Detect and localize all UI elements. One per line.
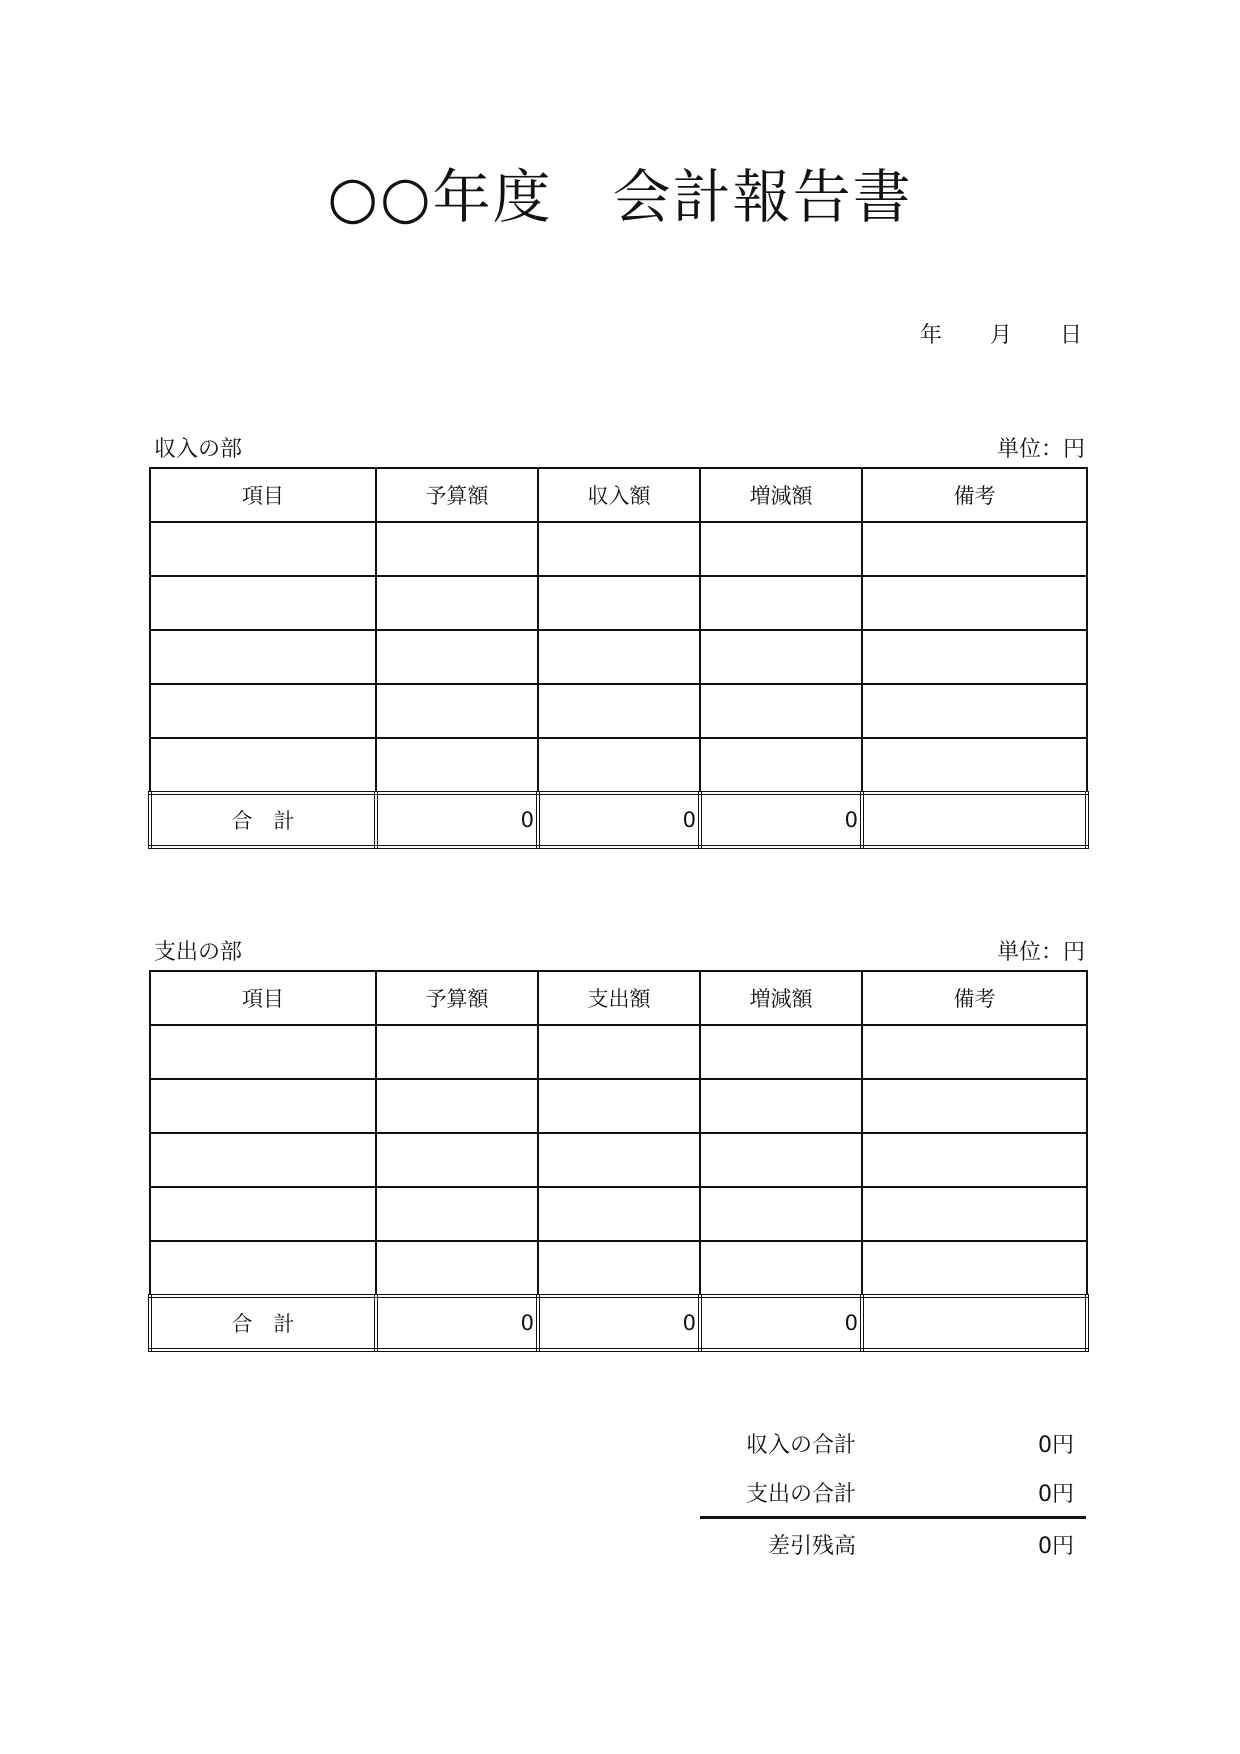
table-cell[interactable] <box>862 1241 1087 1296</box>
table-cell[interactable] <box>700 1133 862 1187</box>
table-cell[interactable] <box>376 1079 538 1133</box>
income-unit-label: 単位：円 <box>996 437 1085 462</box>
total-note <box>862 793 1087 847</box>
column-header-expense: 支出額 <box>538 971 700 1025</box>
table-cell[interactable] <box>150 1187 376 1241</box>
table-cell[interactable] <box>376 522 538 576</box>
column-header-item: 項目 <box>150 971 376 1025</box>
table-row <box>150 1079 1087 1133</box>
table-cell[interactable] <box>538 1133 700 1187</box>
column-header-diff: 増減額 <box>700 468 862 522</box>
table-row <box>150 684 1087 738</box>
table-header-row <box>150 971 1087 1025</box>
table-cell[interactable] <box>538 576 700 630</box>
table-cell[interactable] <box>150 1241 376 1296</box>
table-row <box>150 1241 1087 1296</box>
table-cell[interactable] <box>538 1187 700 1241</box>
table-cell[interactable] <box>376 1241 538 1296</box>
table-cell[interactable] <box>376 1025 538 1079</box>
table-header-row <box>150 468 1087 522</box>
table-cell[interactable] <box>862 1187 1087 1241</box>
table-cell[interactable] <box>538 1025 700 1079</box>
expense-section-label: 支出の部 <box>154 940 243 965</box>
table-cell[interactable] <box>700 576 862 630</box>
table-cell[interactable] <box>700 630 862 684</box>
table-cell[interactable] <box>862 1133 1087 1187</box>
table-cell[interactable] <box>150 684 376 738</box>
table-cell[interactable] <box>150 738 376 793</box>
table-cell[interactable] <box>700 1187 862 1241</box>
expense-unit-label: 単位：円 <box>996 940 1085 965</box>
column-header-note: 備考 <box>862 971 1087 1025</box>
table-cell[interactable] <box>376 684 538 738</box>
balance-label: 差引残高 <box>767 1534 856 1559</box>
table-row <box>150 576 1087 630</box>
page-title: ○○年度 会計報告書 <box>327 163 913 231</box>
table-cell[interactable] <box>862 630 1087 684</box>
column-header-budget: 予算額 <box>376 468 538 522</box>
column-header-item: 項目 <box>150 468 376 522</box>
column-header-budget: 予算額 <box>376 971 538 1025</box>
table-cell[interactable] <box>700 1025 862 1079</box>
income-table <box>148 467 1089 849</box>
date-field <box>920 318 1083 348</box>
table-cell[interactable] <box>150 522 376 576</box>
table-cell[interactable] <box>700 522 862 576</box>
summary-expense-row <box>700 1467 1086 1516</box>
total-budget: 0 <box>376 793 538 847</box>
total-budget: 0 <box>376 1296 538 1350</box>
summary-block <box>700 1418 1086 1568</box>
table-cell[interactable] <box>538 630 700 684</box>
table-row <box>150 738 1087 793</box>
table-cell[interactable] <box>700 1079 862 1133</box>
table-cell[interactable] <box>150 1133 376 1187</box>
income-total-label: 収入の合計 <box>745 1433 856 1458</box>
table-cell[interactable] <box>862 738 1087 793</box>
balance-value: 0円 <box>1038 1534 1074 1559</box>
table-cell[interactable] <box>376 1133 538 1187</box>
table-cell[interactable] <box>700 738 862 793</box>
column-header-note: 備考 <box>862 468 1087 522</box>
table-cell[interactable] <box>538 522 700 576</box>
table-cell[interactable] <box>700 1241 862 1296</box>
table-row <box>150 1025 1087 1079</box>
table-cell[interactable] <box>376 630 538 684</box>
date-month-label: 月 <box>990 323 1013 348</box>
table-cell[interactable] <box>862 684 1087 738</box>
expense-table <box>148 970 1089 1352</box>
column-header-income: 収入額 <box>538 468 700 522</box>
table-row <box>150 1133 1087 1187</box>
table-row <box>150 522 1087 576</box>
expense-total-label: 支出の合計 <box>745 1482 856 1507</box>
table-cell[interactable] <box>150 1025 376 1079</box>
total-note <box>862 1296 1087 1350</box>
total-diff: 0 <box>700 793 862 847</box>
summary-income-row <box>700 1418 1086 1467</box>
table-cell[interactable] <box>376 738 538 793</box>
expense-total-value: 0円 <box>1038 1482 1074 1507</box>
total-diff: 0 <box>700 1296 862 1350</box>
table-cell[interactable] <box>538 1241 700 1296</box>
table-row <box>150 1187 1087 1241</box>
total-expense: 0 <box>538 1296 700 1350</box>
income-total-row <box>150 793 1087 847</box>
table-cell[interactable] <box>538 684 700 738</box>
table-cell[interactable] <box>376 1187 538 1241</box>
table-row <box>150 630 1087 684</box>
table-cell[interactable] <box>538 738 700 793</box>
income-total-value: 0円 <box>1038 1433 1074 1458</box>
income-section-label: 収入の部 <box>154 437 243 462</box>
table-cell[interactable] <box>376 576 538 630</box>
expense-total-row <box>150 1296 1087 1350</box>
table-cell[interactable] <box>862 1079 1087 1133</box>
date-day-label: 日 <box>1060 323 1083 348</box>
column-header-diff: 増減額 <box>700 971 862 1025</box>
total-income: 0 <box>538 793 700 847</box>
table-cell[interactable] <box>150 1079 376 1133</box>
total-label: 合 計 <box>150 793 376 847</box>
date-year-label: 年 <box>920 323 943 348</box>
total-label: 合 計 <box>150 1296 376 1350</box>
table-cell[interactable] <box>862 522 1087 576</box>
table-cell[interactable] <box>538 1079 700 1133</box>
table-cell[interactable] <box>862 576 1087 630</box>
summary-balance-row <box>700 1516 1086 1568</box>
table-cell[interactable] <box>700 684 862 738</box>
table-cell[interactable] <box>150 576 376 630</box>
table-cell[interactable] <box>862 1025 1087 1079</box>
table-cell[interactable] <box>150 630 376 684</box>
